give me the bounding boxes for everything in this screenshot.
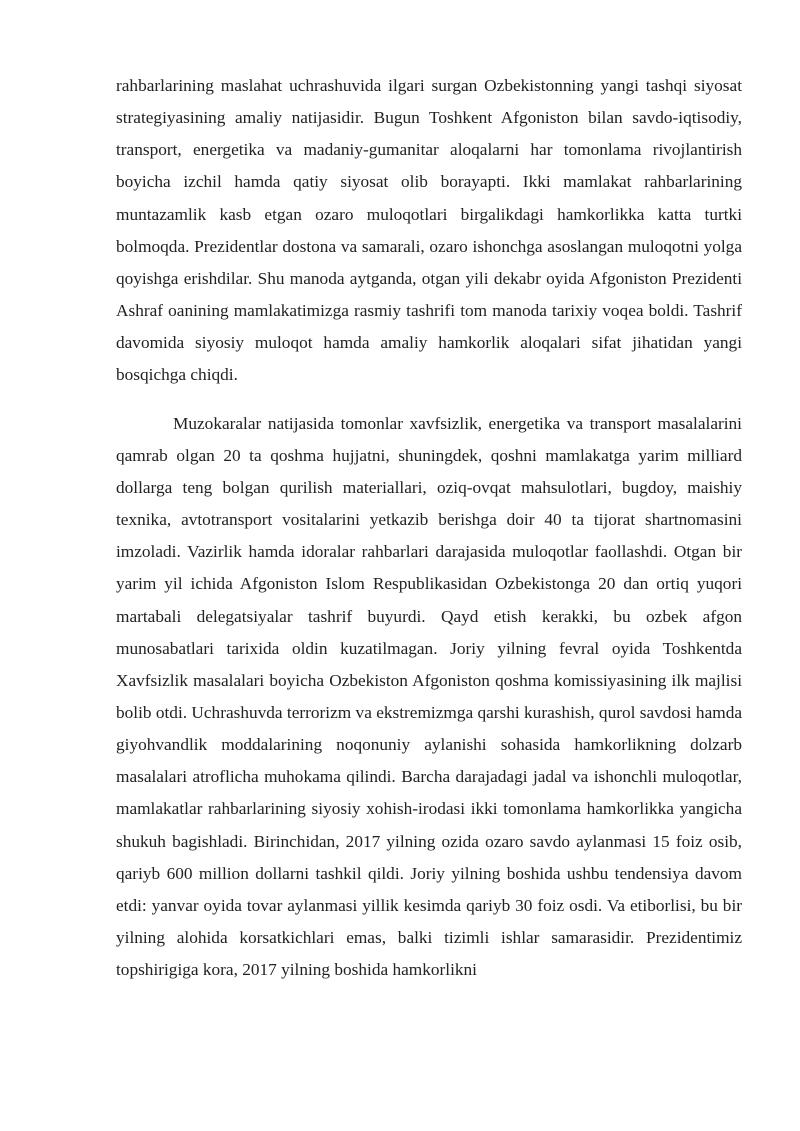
paragraph-1: rahbarlarining maslahat uchrashuvida ilgari surgan Ozbekistonning yangi tashqi siyosat strategiyasining amaliy natijasidir. Bugun Toshkent Afgoniston bilan savdo-iqtisodiy, transport, energetika va madaniy-gumanitar aloqalarni har tomonlama rivojlantirish boyicha izchil hamda qatiy siyosat olib borayapti. Ikki mamlakat rahbarlarining muntazamlik kasb etgan ozaro muloqotlari birgalikdagi hamkorlikka katta turtki bolmoqda. Prezidentlar dostona va samarali, ozaro ishonchga asoslangan muloqotni yolga qoyishga erishdilar. Shu manoda aytganda, otgan yili dekabr oyida Afgoniston Prezidenti Ashraf oanining mamlakatimizga rasmiy tashrifi tom manoda tarixiy voqea boldi. Tashrif davomida siyosiy muloqot hamda amaliy hamkorlik aloqalari sifat jihatidan yangi bosqichga chiqdi.: [116, 76, 742, 385]
body-text: [116, 70, 742, 986]
paragraph-2: Muzokaralar natijasida tomonlar xavfsizlik, energetika va transport masalalarini qamrab olgan 20 ta qoshma hujjatni, shuningdek, qoshni mamlakatga yarim milliard dollarga teng bolgan qurilish materiallari, oziq-ovqat mahsulotlari, bugdoy, maishiy texnika, avtotransport vositalarini yetkazib berishga doir 40 ta tijorat shartnomasini imzoladi. Vazirlik hamda idoralar rahbarlari darajasida muloqotlar faollashdi. Otgan bir yarim yil ichida Afgoniston Islom Respublikasidan Ozbekistonga 20 dan ortiq yuqori martabali delegatsiyalar tashrif buyurdi. Qayd etish kerakki, bu ozbek afgon munosabatlari tarixida oldin kuzatilmagan. Joriy yilning fevral oyida Toshkentda Xavfsizlik masalalari boyicha Ozbekiston Afgoniston qoshma komissiyasining ilk majlisi bolib otdi. Uchrashuvda terrorizm va ekstremizmga qarshi kurashish, qurol savdosi hamda giyohvandlik moddalarining noqonuniy aylanishi sohasida hamkorlikning dolzarb masalalari atroflicha muhokama qilindi. Barcha darajadagi jadal va ishonchli muloqotlar, mamlakatlar rahbarlarining siyosiy xohish-irodasi ikki tomonlama hamkorlikka yangicha shukuh bagishladi. Birinchidan, 2017 yilning ozida ozaro savdo aylanmasi 15 foiz osib, qariyb 600 million dollarni tashkil qildi. Joriy yilning boshida ushbu tendensiya davom etdi: yanvar oyida tovar aylanmasi yillik kesimda qariyb 30 foiz osdi. Va etiborlisi, bu bir yilning alohida korsatkichlari emas, balki tizimli ishlar samarasidir. Prezidentimiz topshirigiga kora, 2017 yilning boshida hamkorlikni: [116, 413, 742, 980]
